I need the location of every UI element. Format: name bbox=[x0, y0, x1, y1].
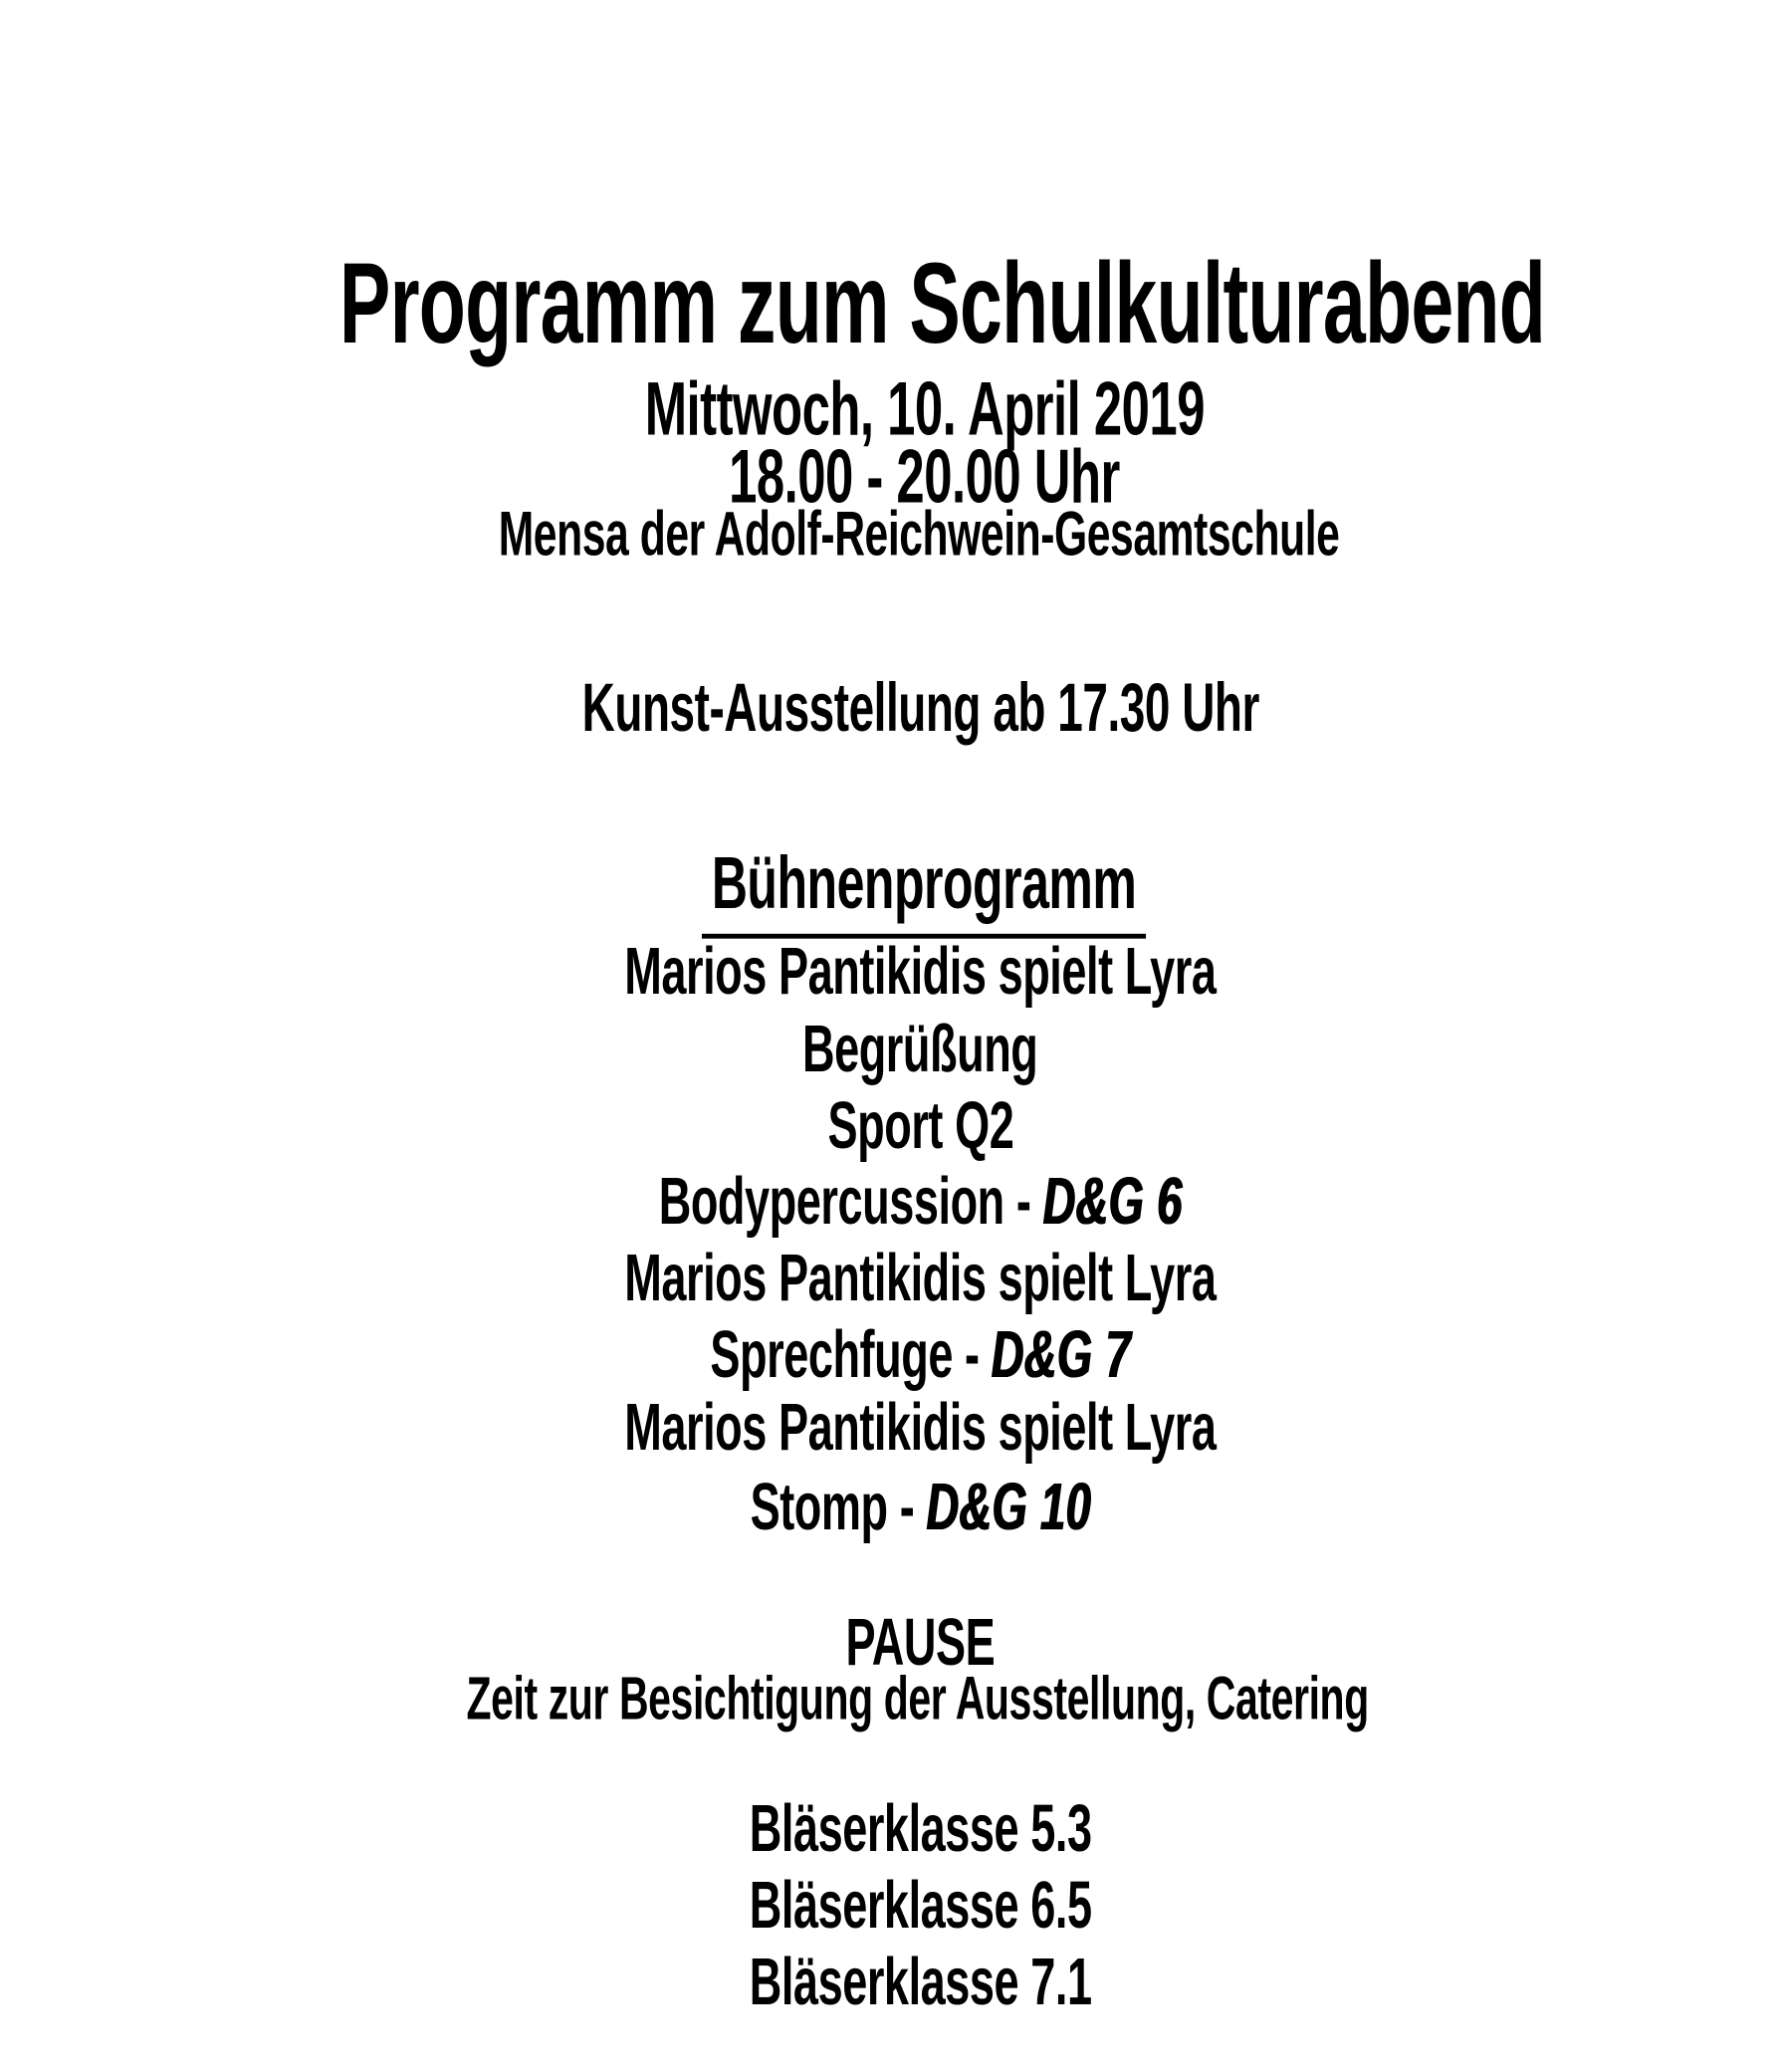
program-item-8: Stomp - D&G 10 bbox=[750, 1468, 1091, 1544]
blaeserklasse-item-1: Bläserklasse 5.3 bbox=[749, 1789, 1092, 1866]
program-item-1: Marios Pantikidis spielt Lyra bbox=[624, 932, 1217, 1009]
program-item-6: Sprechfuge - D&G 7 bbox=[710, 1315, 1131, 1392]
blaeserklasse-item-2: Bläserklasse 6.5 bbox=[749, 1866, 1092, 1943]
blaeserklasse-item-3: Bläserklasse 7.1 bbox=[749, 1943, 1092, 2019]
program-item-3: Sport Q2 bbox=[827, 1086, 1013, 1163]
page-title: Programm zum Schulkulturabend bbox=[338, 239, 1545, 367]
program-item-2: Begrüßung bbox=[802, 1010, 1038, 1086]
pause-heading: PAUSE bbox=[845, 1603, 996, 1680]
program-item-5: Marios Pantikidis spielt Lyra bbox=[624, 1239, 1217, 1315]
program-item-4: Bodypercussion - D&G 6 bbox=[658, 1162, 1183, 1239]
pause-description: Zeit zur Besichtigung der Ausstellung, Catering bbox=[466, 1664, 1369, 1733]
event-time: 18.00 - 20.00 Uhr bbox=[729, 435, 1120, 520]
event-date: Mittwoch, 10. April 2019 bbox=[644, 367, 1205, 452]
exhibition-note: Kunst-Ausstellung ab 17.30 Uhr bbox=[581, 668, 1260, 746]
program-item-7: Marios Pantikidis spielt Lyra bbox=[624, 1388, 1217, 1465]
event-venue: Mensa der Adolf-Reichwein-Gesamtschule bbox=[498, 499, 1340, 571]
stage-program-heading: Bühnenprogramm bbox=[0, 785, 1780, 997]
